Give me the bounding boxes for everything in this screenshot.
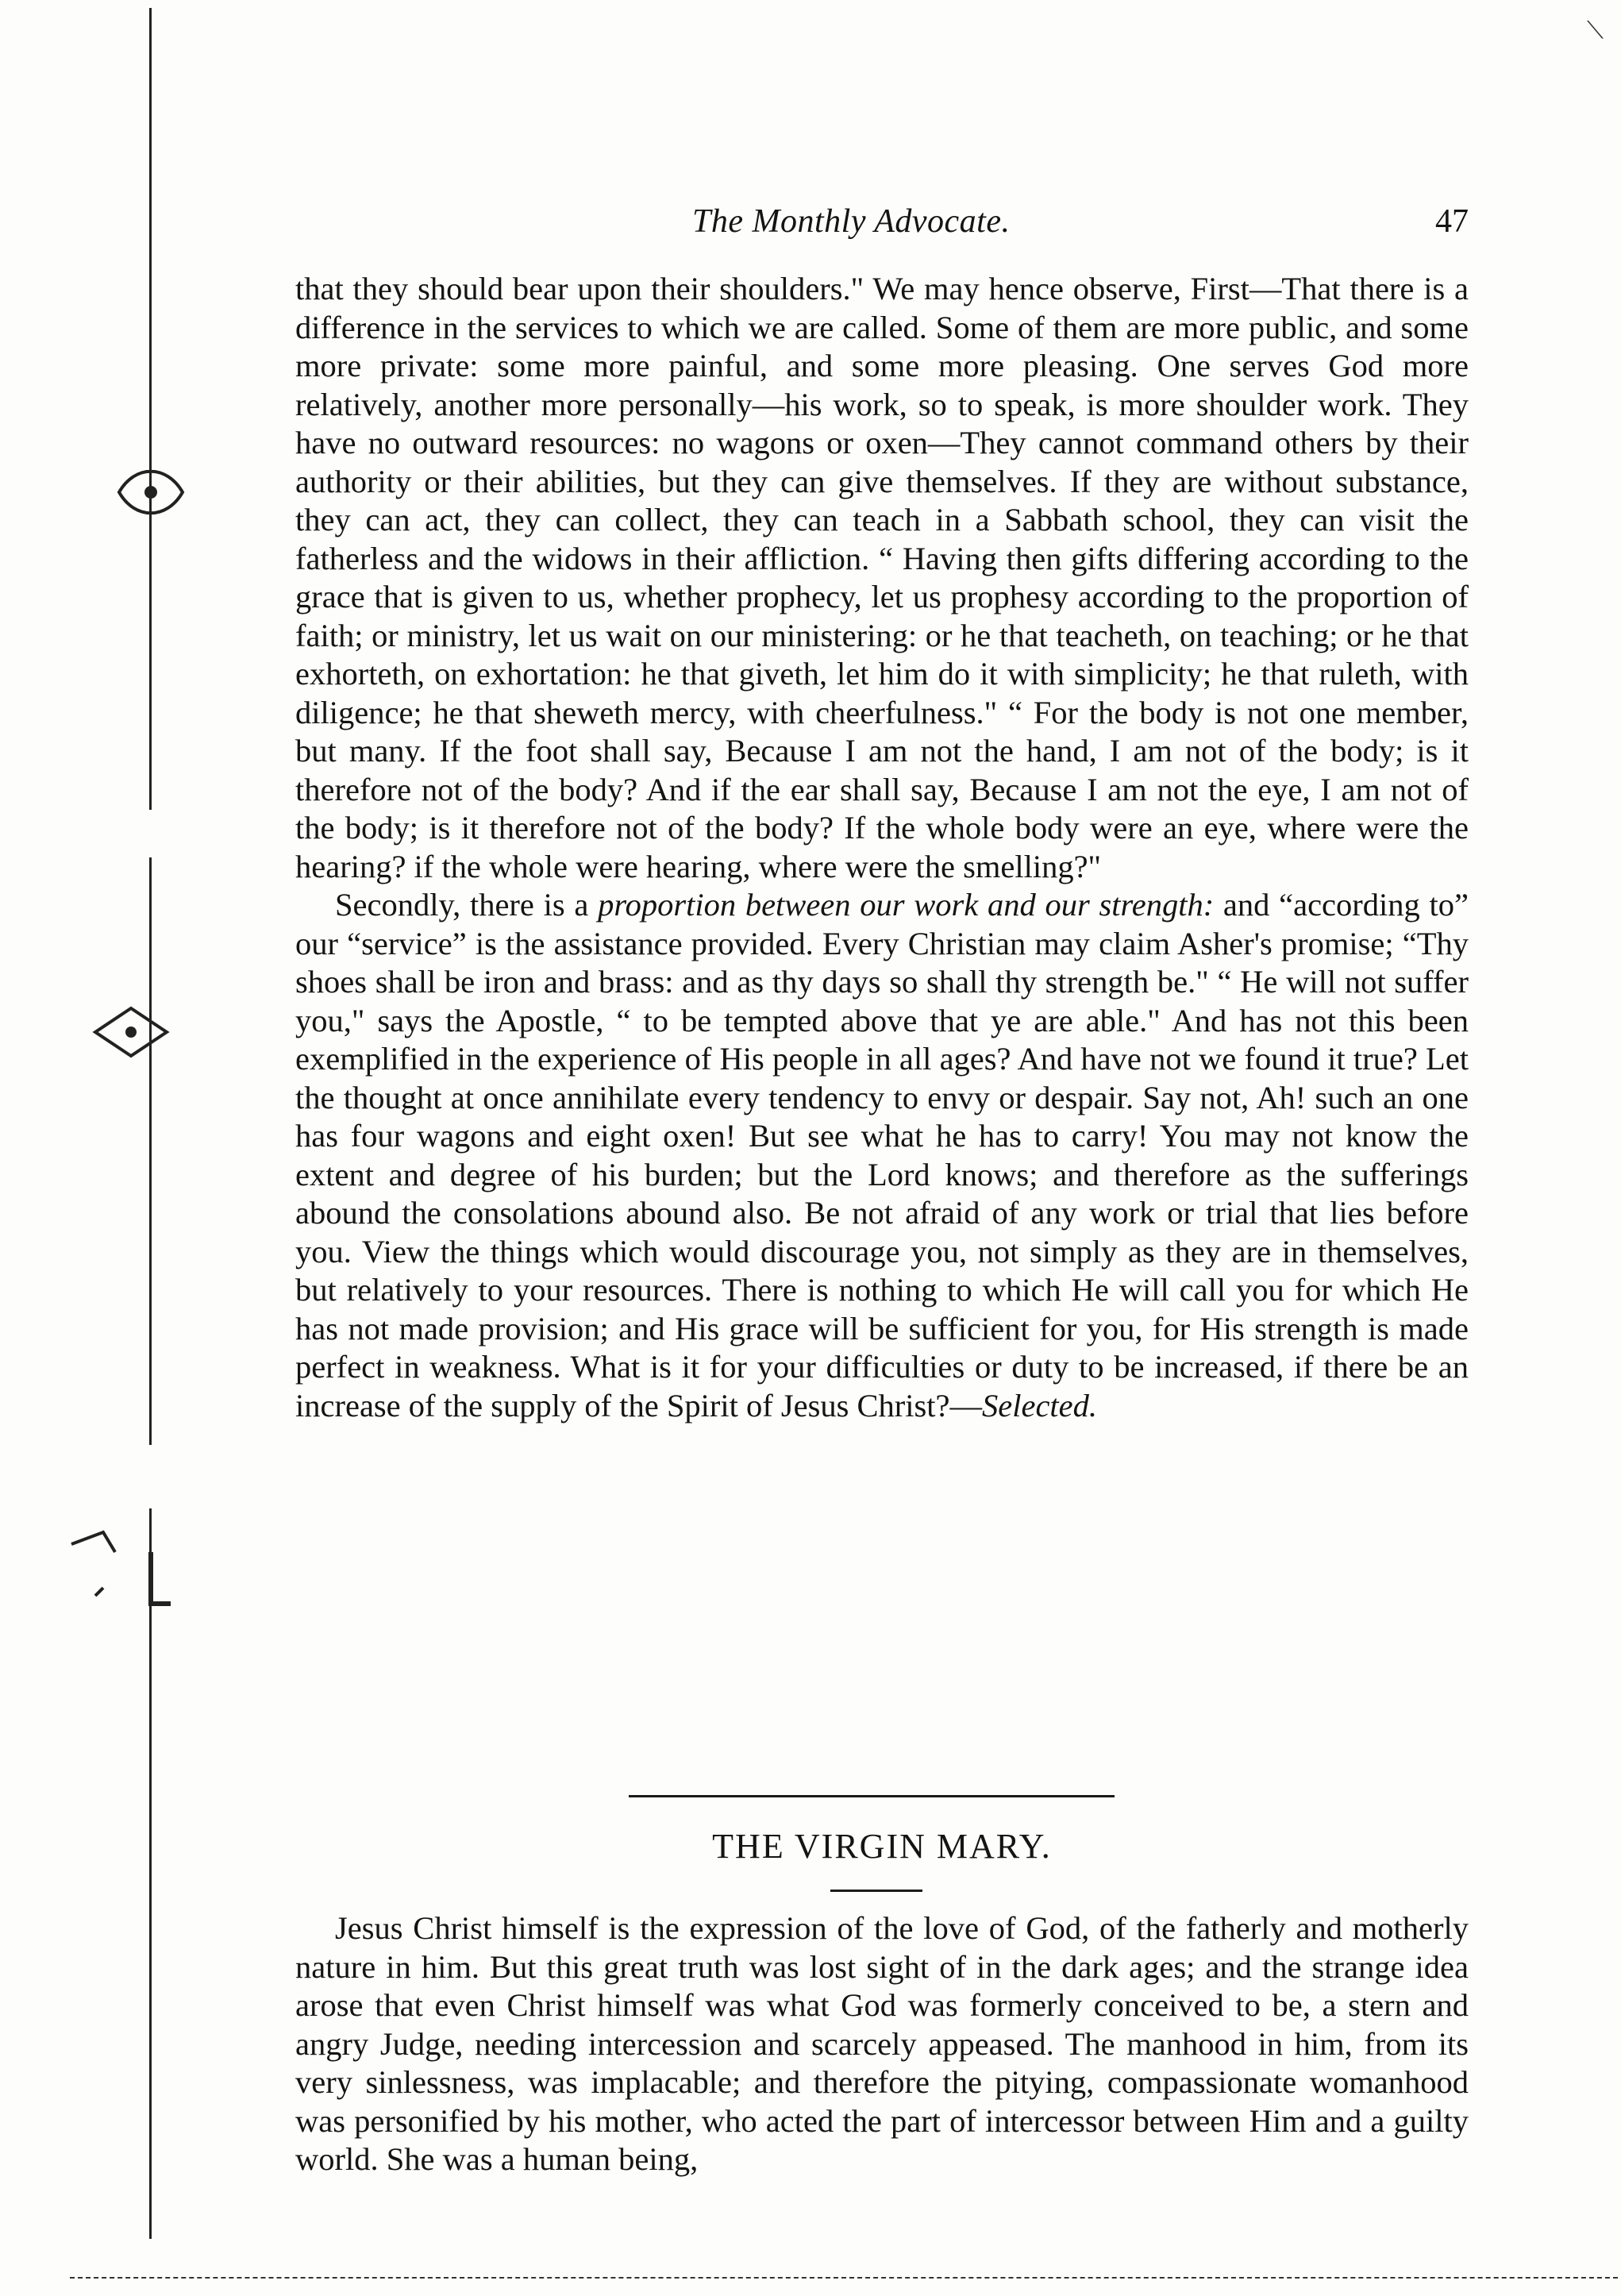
body-paragraph: Jesus Christ himself is the expression of the love of God, of the fatherly and motherly nature in him. But this great truth was lost sight of in the dark ages; and the strange idea arose that even Christ himself was what God was formerly conceived to be, a stern and angry Judge, needing intercession and scarcely appeased. The manhood in him, from its very sinlessness, was implacable; and therefore the pitying, compassionate womanhood was personified by his mother, who acted the part of intercessor between Him and a guilty world. She was a human being, xyxy=(295,1910,1469,2177)
heading-underline xyxy=(830,1890,922,1892)
binding-margin xyxy=(0,0,238,2296)
running-header xyxy=(295,202,1469,250)
paragraph-text: Secondly, there is a xyxy=(335,887,599,923)
source-note: Selected. xyxy=(981,1387,1098,1423)
ornament-icon xyxy=(103,460,198,524)
running-title: The Monthly Advocate. xyxy=(692,203,1011,240)
article-body xyxy=(295,270,1469,1425)
gutter-line xyxy=(149,8,152,810)
bottom-edge-line xyxy=(70,2277,1618,2279)
body-paragraph xyxy=(295,886,1469,1425)
article-body xyxy=(295,1909,1469,2179)
page-number: 47 xyxy=(1435,203,1469,240)
corner-mark-icon: ⟍ xyxy=(1587,17,1604,44)
section-heading: THE VIRGIN MARY. xyxy=(712,1827,1052,1866)
section-divider xyxy=(629,1795,1115,1797)
paragraph-text: and “according to” our “service” is the assistance provided. Every Christian may claim Asher's promise; “Thy shoes shall be iron and brass: and as thy days so shall thy strength be." “ He will not suffer you," says the Apostle, “ to be tempted above that ye are able." And has not this been exemplified in the experience of His people in all ages? And have not we found it true? Let the thought at once annihilate every tendency to envy or despair. Say not, Ah! such an one has four wagons and eight oxen! But see what he has to carry! You may not know the extent and degree of his burden; but the Lord knows; and therefore as the sufferings abound the consolations abound also. Be not afraid of any work or trial that lies before you. View the things which would discourage you, not simply as they are in themselves, but relatively to your resources. There is nothing to which He will call you for which He has not made provision; and His grace will be sufficient for you, for His strength is made perfect in weakness. What is it for your difficulties or duty to be increased, if there be an increase of the supply of the Spirit of Jesus Christ?— xyxy=(295,887,1469,1423)
body-paragraph: that they should bear upon their shoulders." We may hence observe, First—That there is a difference in the services to which we are called. Some of them are more public, and some more private: some more painful, and some more pleasing. One serves God more relatively, another more personally—his work, so to speak, is more shoulder work. They have no outward resources: no wagons or oxen—They cannot command others by their authority or their abilities, but they can give themselves. If they are without substance, they can act, they can collect, they can teach in a Sabbath school, they can visit the fatherless and the widows in their affliction. “ Having then gifts differing according to the grace that is given to us, whether prophecy, let us prophesy according to the proportion of faith; or ministry, let us wait on our ministering: or he that teacheth, on teaching; or he that exhorteth, on exhortation: he that giveth, let him do it with simplicity; he that ruleth, with diligence; he that sheweth mercy, with cheerfulness." “ For the body is not one member, but many. If the foot shall say, Because I am not the hand, I am not of the body; is it therefore not of the body? And if the ear shall say, Because I am not the eye, I am not of the body; is it therefore not of the body? If the whole body were an eye, where were the hearing? if the whole were hearing, where were the smelling?" xyxy=(295,271,1469,884)
emphasized-phrase: proportion between our work and our strength: xyxy=(598,887,1215,923)
bracket-mark-icon xyxy=(48,1508,175,1612)
gutter-line xyxy=(149,857,152,1445)
gutter-line xyxy=(149,1508,152,2239)
ornament-icon xyxy=(87,1004,175,1060)
